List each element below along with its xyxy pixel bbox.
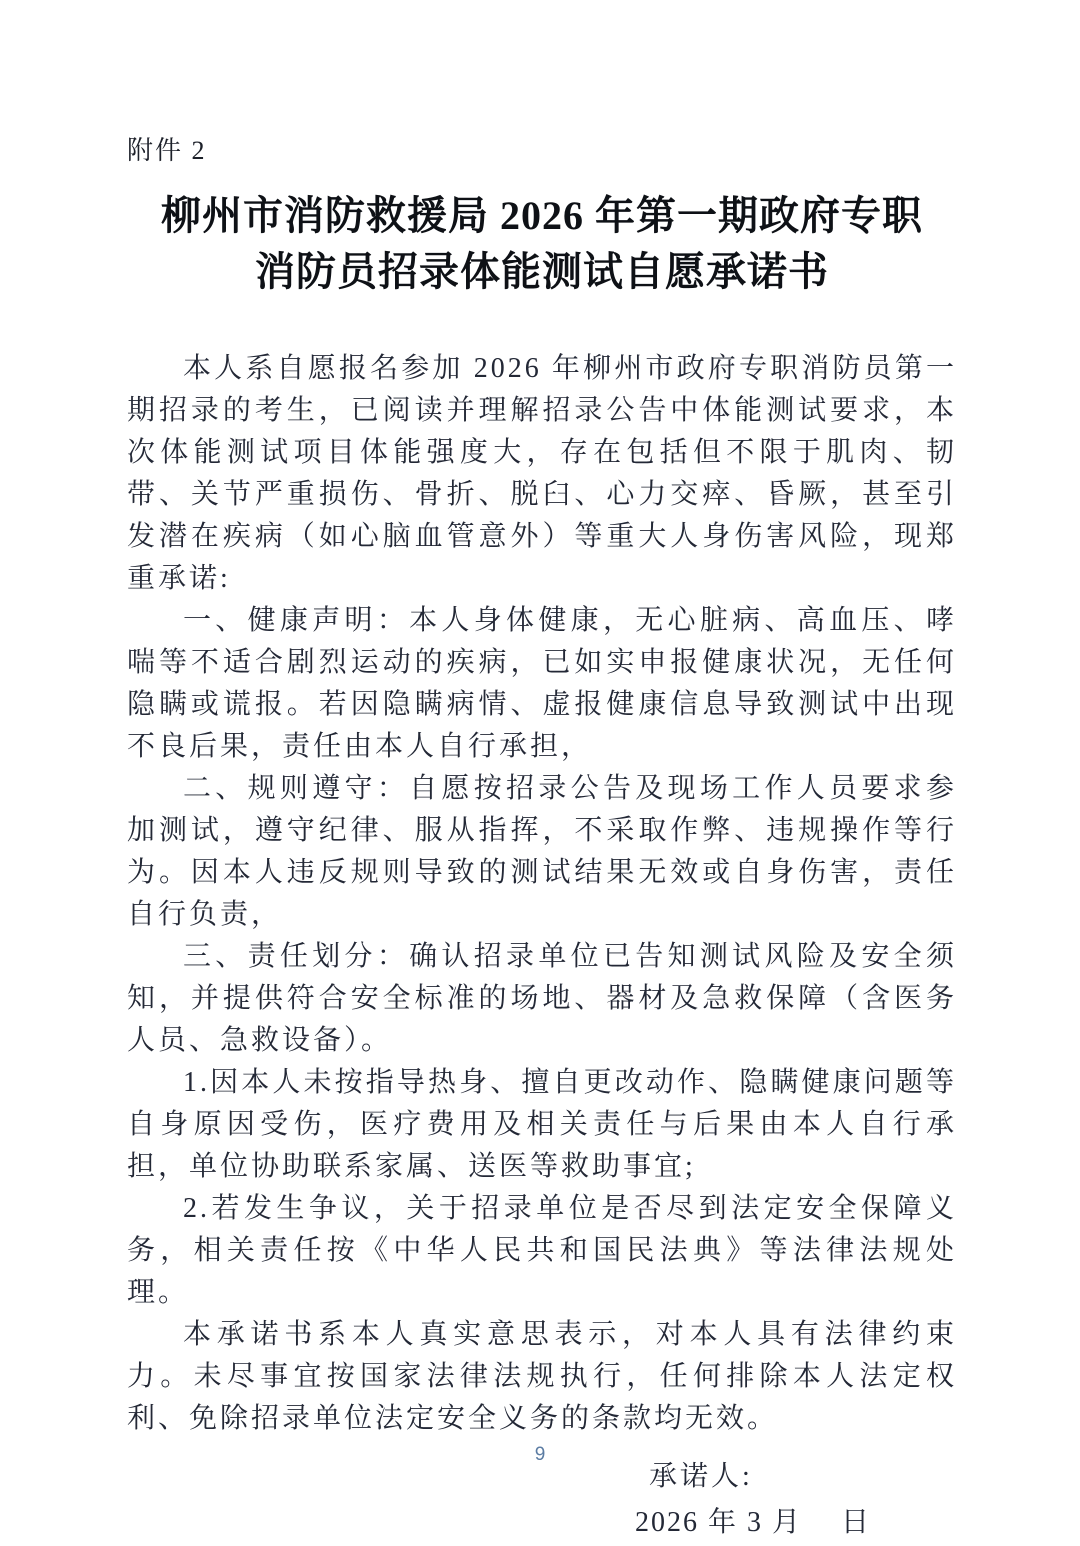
paragraph-rule-compliance: 二、规则遵守：自愿按招录公告及现场工作人员要求参加测试，遵守纪律、服从指挥，不采取作弊、违规操作等行为。因本人违反规则导致的测试结果无效或自身伤害，责任自行负责，: [127, 773, 957, 930]
signer-label: 承诺人:: [649, 1461, 753, 1492]
paragraph-health-declaration: 一、健康声明：本人身体健康，无心脏病、高血压、哮喘等不适合剧烈运动的疾病，已如实申报健康状况，无任何隐瞒或谎报。若因隐瞒病情、虚报健康信息导致测试中出现不良后果，责任由本人自行承担，: [127, 605, 957, 762]
document-title-line-2: 消防员招录体能测试自愿承诺书: [255, 249, 829, 294]
paragraph-responsibility-division: 三、责任划分：确认招录单位已告知测试风险及安全须知，并提供符合安全标准的场地、器材及急救保障（含医务人员、急救设备）。: [127, 941, 957, 1056]
document-body: [127, 348, 957, 1440]
paragraph-intro: 本人系自愿报名参加 2026 年柳州市政府专职消防员第一期招录的考生，已阅读并理解招录公告中体能测试要求，本次体能测试项目体能强度大，存在包括但不限于肌肉、韧带、关节严重损伤、骨折、脱臼、心力交瘁、昏厥，甚至引发潜在疾病（如心脑血管意外）等重大人身伤害风险，现郑重承诺:: [127, 353, 957, 594]
page-number: 9: [534, 1444, 546, 1465]
signature-block: [127, 1454, 957, 1546]
paragraph-dispute-clause: 2.若发生争议，关于招录单位是否尽到法定安全保障义务，相关责任按《中华人民共和国民法典》等法律法规处理。: [127, 1193, 957, 1308]
paragraph-self-injury-clause: 1.因本人未按指导热身、擅自更改动作、隐瞒健康问题等自身原因受伤，医疗费用及相关责任与后果由本人自行承担，单位协助联系家属、送医等救助事宜;: [127, 1067, 957, 1182]
attachment-label: 附件 2: [127, 136, 207, 165]
document-title-line-1: 柳州市消防救援局 2026 年第一期政府专职: [161, 193, 923, 238]
document-title: [127, 188, 957, 300]
paragraph-legal-effect: 本承诺书系本人真实意思表示，对本人具有法律约束力。未尽事宜按国家法律法规执行，任何排除本人法定权利、免除招录单位法定安全义务的条款均无效。: [127, 1319, 957, 1434]
date-line: 2026 年 3 月 日: [635, 1507, 872, 1538]
